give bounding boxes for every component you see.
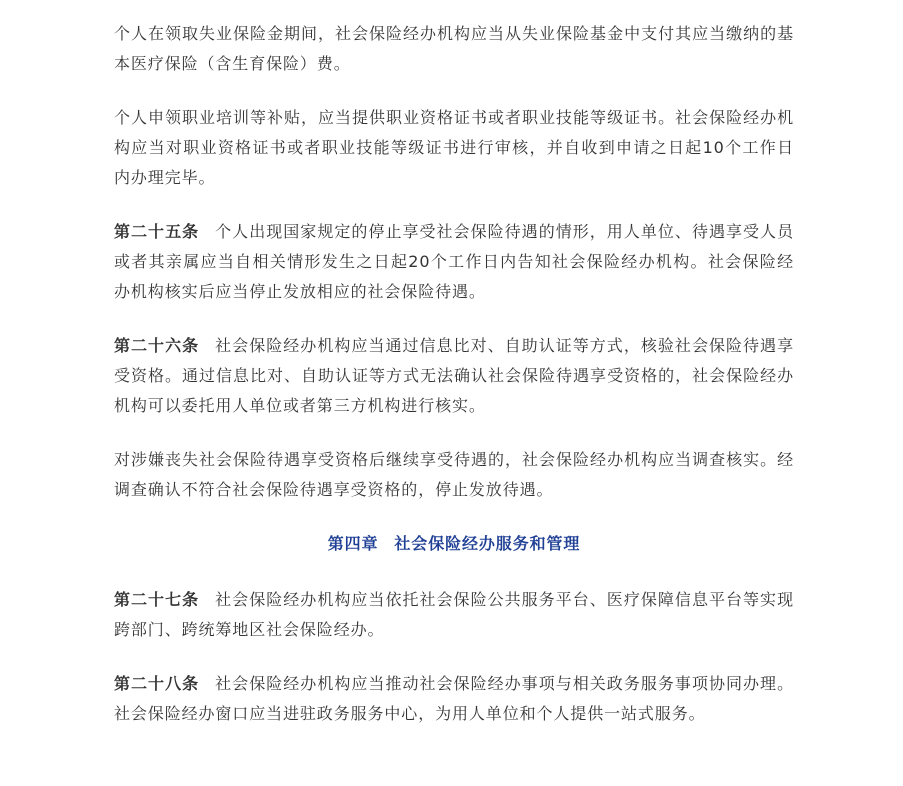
chapter-heading: [114, 529, 794, 559]
article-text: 社会保险经办机构应当推动社会保险经办事项与相关政务服务事项协同办理。社会保险经办窗口应当进驻政务服务中心，为用人单位和个人提供一站式服务。: [114, 674, 794, 723]
article-27: [114, 585, 794, 645]
article-text: 个人出现国家规定的停止享受社会保险待遇的情形，用人单位、待遇享受人员或者其亲属应当自相关情形发生之日起20个工作日内告知社会保险经办机构。社会保险经办机构核实后应当停止发放相应的社会保险待遇。: [114, 222, 794, 301]
paragraph-training-subsidy: [114, 103, 794, 193]
article-26: [114, 331, 794, 421]
paragraph-unemployment-medical-insurance: [114, 19, 794, 79]
article-text: 社会保险经办机构应当依托社会保险公共服务平台、医疗保障信息平台等实现跨部门、跨统筹地区社会保险经办。: [114, 590, 794, 639]
document-body: [114, 19, 794, 753]
article-25: [114, 217, 794, 307]
article-number: 第二十六条: [114, 336, 200, 355]
paragraph-text: 对涉嫌丧失社会保险待遇享受资格后继续享受待遇的，社会保险经办机构应当调查核实。经调查确认不符合社会保险待遇享受资格的，停止发放待遇。: [114, 450, 794, 499]
paragraph-investigation: [114, 445, 794, 505]
paragraph-text: 个人申领职业培训等补贴，应当提供职业资格证书或者职业技能等级证书。社会保险经办机构应当对职业资格证书或者职业技能等级证书进行审核，并自收到申请之日起10个工作日内办理完毕。: [114, 108, 794, 187]
chapter-title: 社会保险经办服务和管理: [394, 534, 581, 553]
article-text: 社会保险经办机构应当通过信息比对、自助认证等方式，核验社会保险待遇享受资格。通过信息比对、自助认证等方式无法确认社会保险待遇享受资格的，社会保险经办机构可以委托用人单位或者第三方机构进行核实。: [114, 336, 794, 415]
article-number: 第二十七条: [114, 590, 200, 609]
article-number: 第二十八条: [114, 674, 200, 693]
chapter-number: 第四章: [327, 534, 379, 553]
article-28: [114, 669, 794, 729]
paragraph-text: 个人在领取失业保险金期间，社会保险经办机构应当从失业保险基金中支付其应当缴纳的基本医疗保险（含生育保险）费。: [114, 24, 794, 73]
article-number: 第二十五条: [114, 222, 200, 241]
